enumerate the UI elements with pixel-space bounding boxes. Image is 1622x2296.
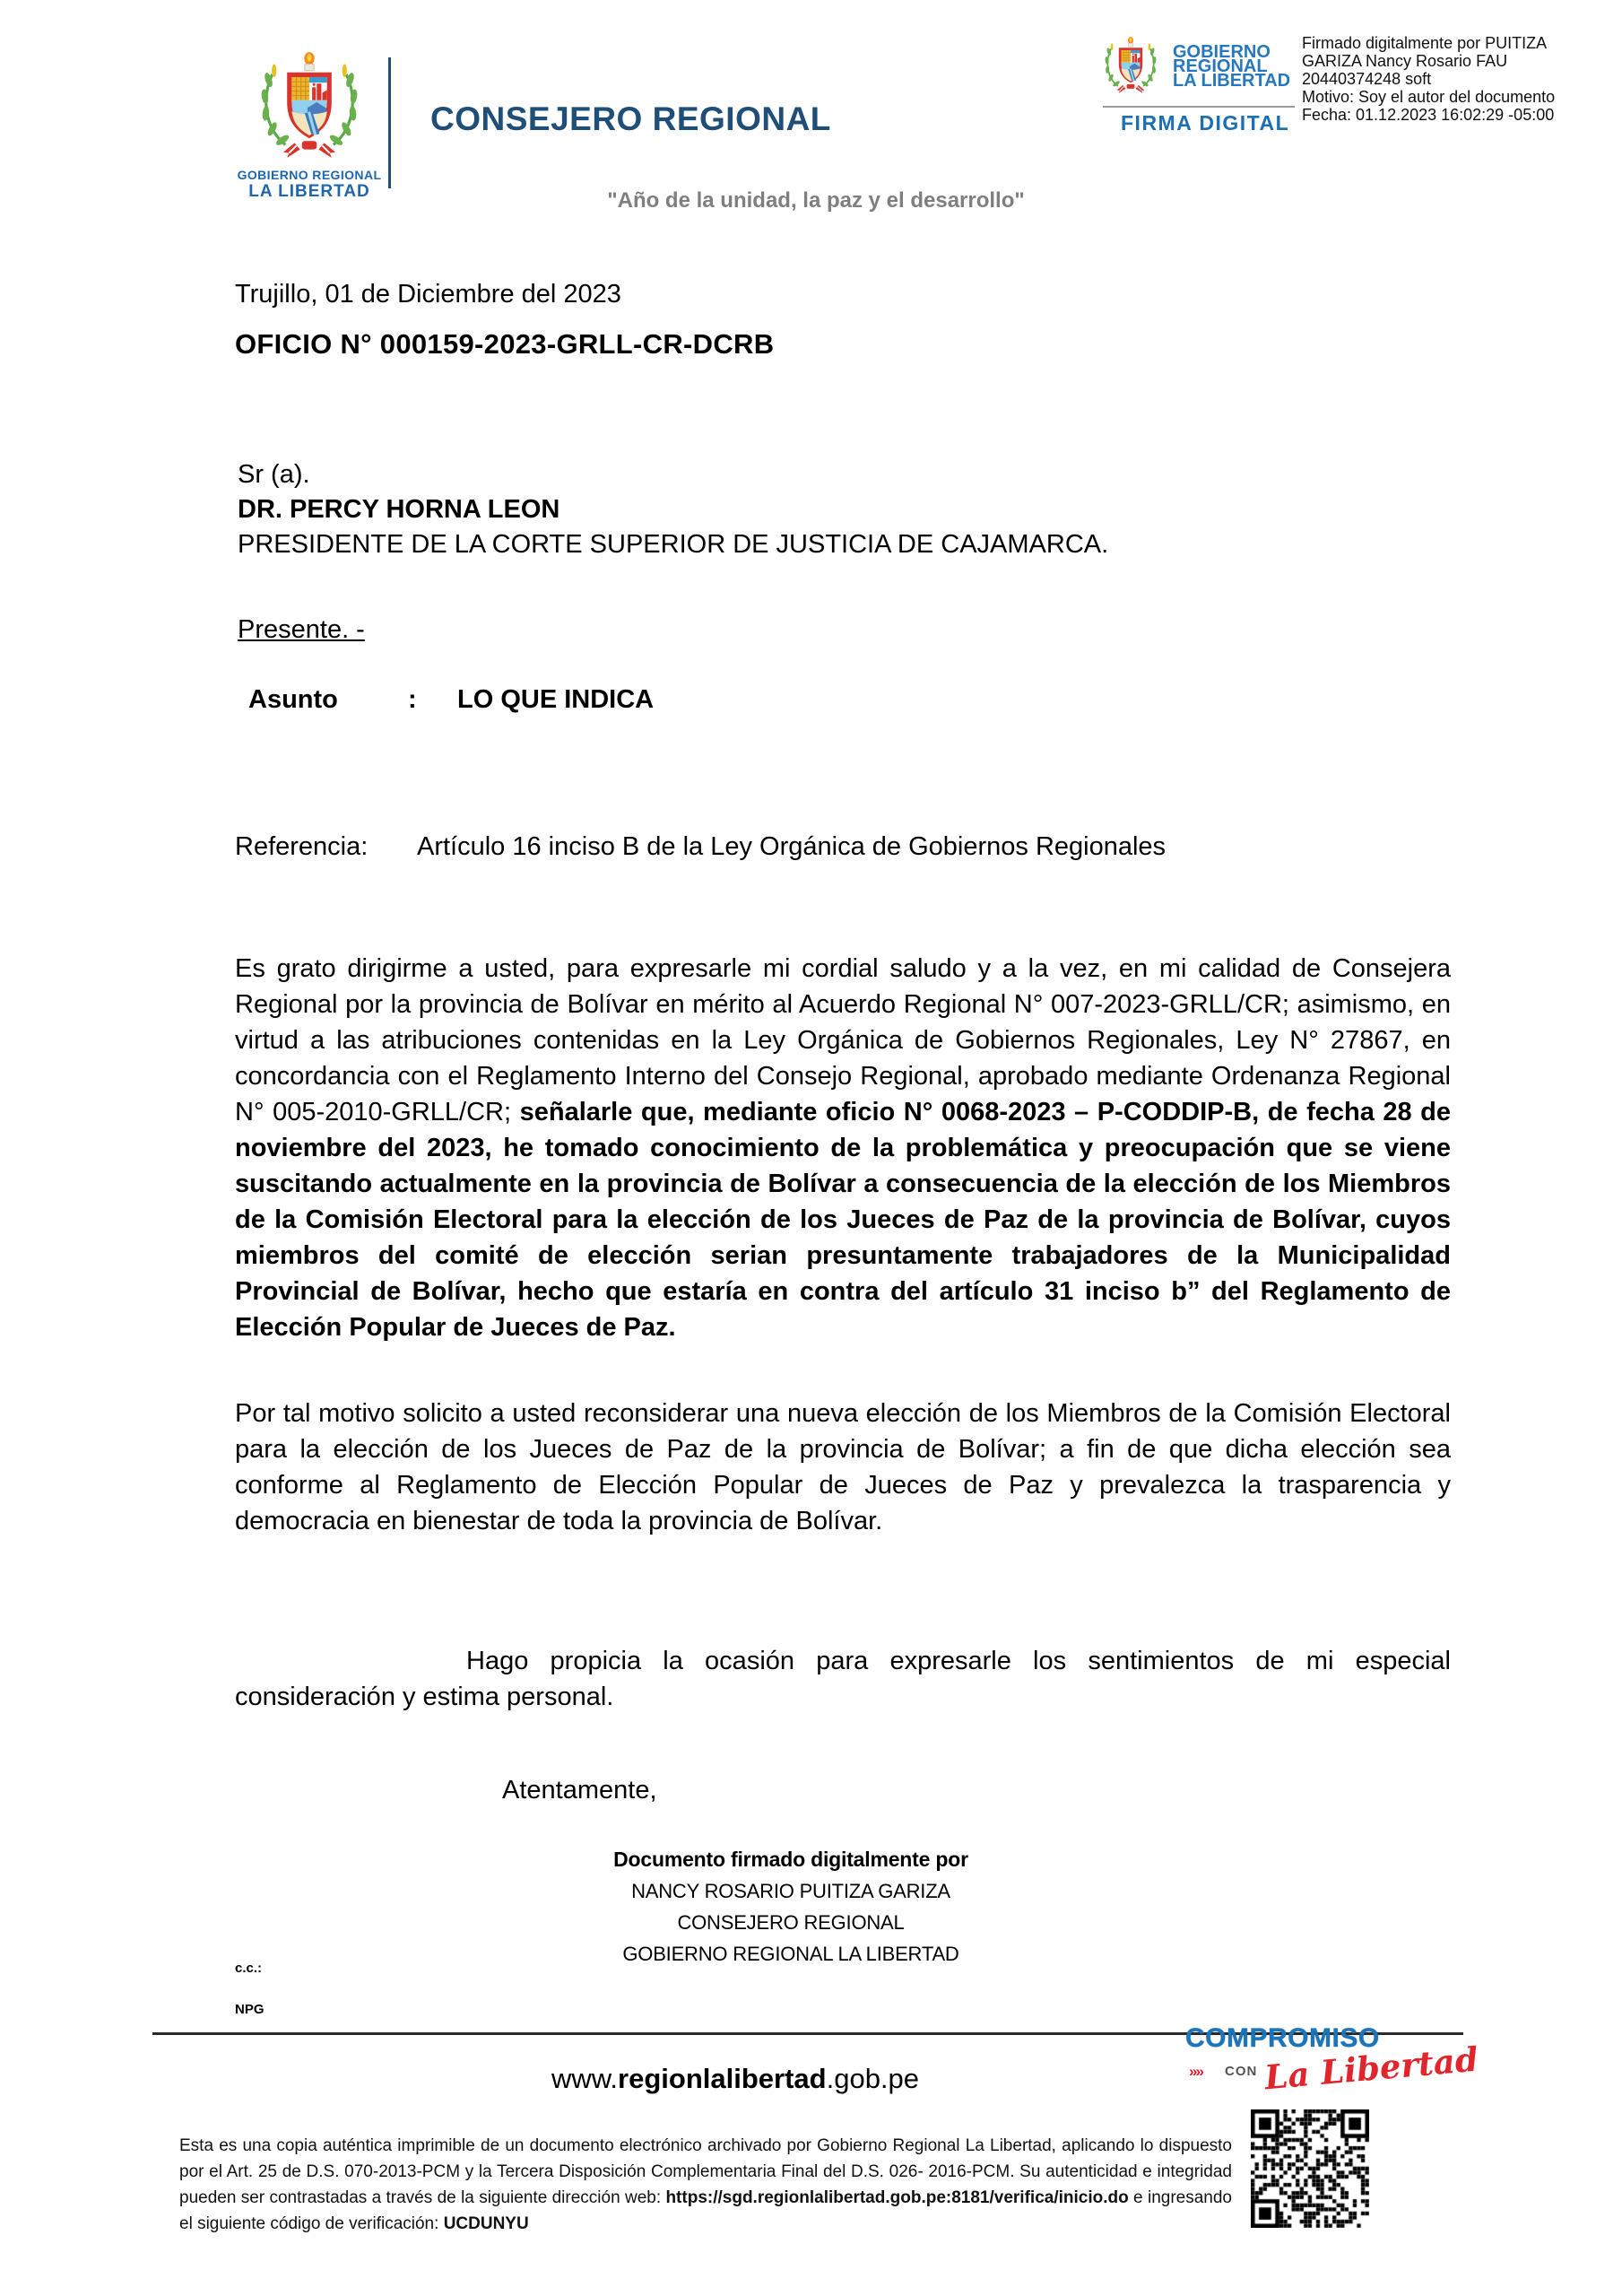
presente-line: Presente. - (238, 615, 365, 644)
subject-value: LO QUE INDICA (457, 685, 655, 714)
compromiso-con: CON (1225, 2064, 1258, 2079)
signature-detail-line: 20440374248 soft (1302, 70, 1432, 88)
coat-of-arms-icon (252, 50, 367, 161)
signature-detail-line: Firmado digitalmente por PUITIZA (1302, 34, 1548, 52)
signer-intro: Documento firmado digitalmente por (613, 1848, 968, 1871)
signer-role: CONSEJERO REGIONAL (677, 1911, 905, 1934)
compromiso-logo (1185, 2023, 1480, 2109)
digital-signature-stamp (1101, 32, 1621, 149)
signer-name: NANCY ROSARIO PUITIZA GARIZA (631, 1880, 950, 1902)
header-divider (388, 57, 391, 188)
recipient-salutation: Sr (a). (238, 460, 310, 489)
reference-value: Artículo 16 inciso B de la Ley Orgánica de Gobiernos Regionales (417, 832, 1167, 861)
document-number: OFICIO N° 000159-2023-GRLL-CR-DCRB (235, 328, 775, 360)
stamp-org-line3: LA LIBERTAD (1173, 71, 1291, 91)
reference-row (235, 832, 1167, 862)
org-name-line2: LA LIBERTAD (248, 182, 370, 201)
recipient-name: DR. PERCY HORNA LEON (238, 495, 560, 524)
compromiso-word: COMPROMISO (1185, 2023, 1380, 2053)
signature-detail-line: Motivo: Soy el autor del documento (1302, 88, 1556, 106)
legal-text-2: e ingresando el siguiente código de verificación: (179, 2188, 1232, 2233)
arrows-icon: »» (1189, 2063, 1202, 2080)
org-name-line1: GOBIERNO REGIONAL (237, 168, 382, 182)
legal-text-1: Esta es una copia auténtica imprimible de un documento electrónico archivado por Gobierno Regional La Libertad, aplicando lo dispuesto por el Art. 25 de D.S. 070-2013-PCM y la Tercera Disposición Complementaria Final del D.S. 026- 2016-PCM. Su autenticidad e integridad pueden ser contrastadas a través de la siguiente dirección web: (179, 2136, 1232, 2207)
para1-bold-text: señalarle que, mediante oficio N° 0068-2023 – P-CODDIP-B, de fecha 28 de noviembre del 2023, he tomado conocimiento de la problemática y preocupación que se viene suscitando actualmente en la provincia de Bolívar a consecuencia de la elección de los Miembros de la Comisión Electoral para la elección de los Jueces de Paz de la provincia de Bolívar, cuyos miembros del comité de elección serian presuntamente trabajadores de la Municipalidad Provincial de Bolívar, hecho que estaría en contra del artículo 31 inciso b” del Reglamento de Elección Popular de Jueces de Paz. (235, 1098, 1452, 1342)
page-title: CONSEJERO REGIONAL (430, 100, 831, 137)
website-prefix: www. (551, 2063, 619, 2094)
stamp-org-line1: GOBIERNO (1173, 42, 1271, 62)
recipient-block (238, 457, 1108, 562)
firma-digital-label: FIRMA DIGITAL (1121, 111, 1290, 135)
stamp-org-line2: REGIONAL (1173, 57, 1268, 76)
body-paragraph-1 (235, 951, 1451, 1345)
compromiso-subline (1185, 2039, 1480, 2109)
subject-row (248, 685, 655, 715)
subject-label: Asunto (248, 685, 338, 714)
subject-colon: : (408, 685, 417, 714)
header-logo-block (235, 50, 384, 202)
stamp-org-name (1173, 42, 1291, 91)
initials: NPG (235, 2002, 265, 2017)
verification-url[interactable]: https://sgd.regionlalibertad.gob.pe:8181/verifica/inicio.do (665, 2188, 1129, 2207)
signature-detail-line: Fecha: 01.12.2023 16:02:29 -05:00 (1302, 106, 1555, 124)
para1-normal-text: Es grato dirigirme a usted, para expresarle mi cordial saludo y a la vez, en mi calidad de Consejera Regional por la provincia de Bolívar en mérito al Acuerdo Regional N° 007-2023-GRLL/CR; asimismo, en virtud a las atribuciones contenidas en la Ley Orgánica de Gobiernos Regionales, Ley N° 27867, en concordancia con el Reglamento Interno del Consejo Regional, aprobado mediante Ordenanza Regional N° 005-2010-GRLL/CR; (235, 954, 1451, 1126)
recipient-title: PRESIDENTE DE LA CORTE SUPERIOR DE JUSTICIA DE CAJAMARCA. (238, 530, 1109, 559)
website-domain: regionlalibertad (618, 2063, 827, 2094)
signature-detail-line: GARIZA Nancy Rosario FAU (1302, 52, 1508, 70)
stamp-divider (1103, 106, 1295, 108)
qr-code (1251, 2109, 1369, 2228)
signer-block (414, 1844, 1167, 1970)
body-paragraph-3: Hago propicia la ocasión para expresarle los sentimientos de mi especial consideración y estima personal. (235, 1647, 1451, 1711)
closing-salutation: Atentamente, (502, 1776, 657, 1805)
website-url[interactable] (377, 2063, 1094, 2095)
reference-label: Referencia: (235, 832, 369, 861)
date-line: Trujillo, 01 de Diciembre del 2023 (235, 280, 621, 309)
year-motto: "Año de la unidad, la paz y el desarrollo" (607, 188, 1025, 213)
website-suffix: .gob.pe (826, 2063, 920, 2094)
signature-details (1302, 34, 1555, 124)
compromiso-script: La Libertad (1262, 2039, 1480, 2098)
verification-code: UCDUNYU (443, 2214, 529, 2233)
body-paragraph-2: Por tal motivo solicito a usted reconsiderar una nueva elección de los Miembros de la Comisión Electoral para la elección de los Jueces de Paz de la provincia de Bolívar; a fin de que dicha elección sea conforme al Reglamento de Elección Popular de Jueces de Paz y prevalezca la trasparencia y democracia en bienestar de toda la provincia de Bolívar. (235, 1399, 1451, 1535)
coat-of-arms-small-icon (1101, 36, 1160, 95)
legal-notice (179, 2133, 1232, 2237)
signer-org: GOBIERNO REGIONAL LA LIBERTAD (622, 1943, 959, 1965)
cc-label: c.c.: (235, 1961, 263, 1976)
